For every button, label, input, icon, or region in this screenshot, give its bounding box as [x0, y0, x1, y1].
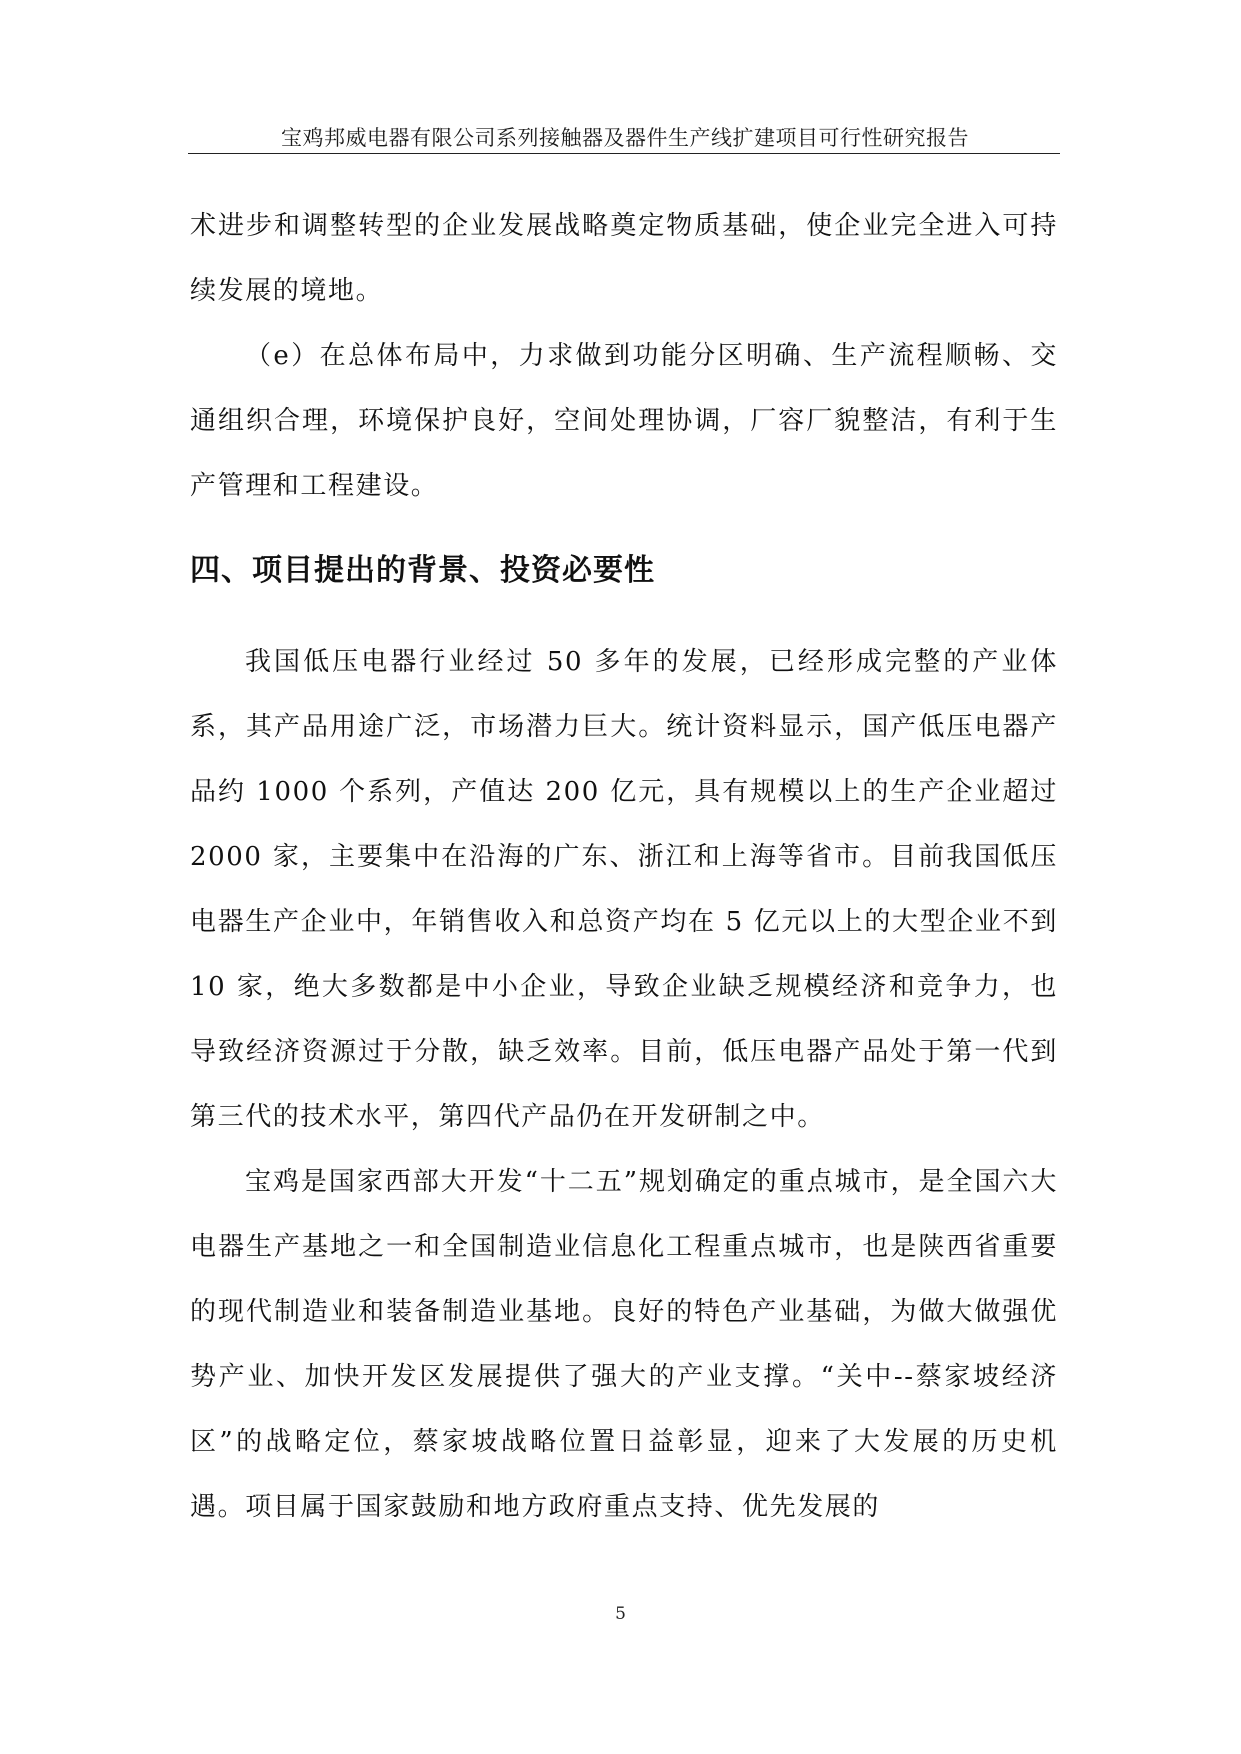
paragraph-baoji-background: 宝鸡是国家西部大开发“十二五”规划确定的重点城市，是全国六大电器生产基地之一和全国制造业信息化工程重点城市，也是陕西省重要的现代制造业和装备制造业基地。良好的特色产业基础，为做大做强优势产业、加快开发区发展提供了强大的产业支撑。“关中--蔡家坡经济区”的战略定位，蔡家坡战略位置日益彰显，迎来了大发展的历史机遇。项目属于国家鼓励和地方政府重点支持、优先发展的	[190, 1167, 1058, 1522]
section-body	[190, 630, 1058, 1540]
continued-text	[190, 194, 1058, 519]
page-number: 5	[615, 1604, 626, 1624]
paragraph-continued: 术进步和调整转型的企业发展战略奠定物质基础，使企业完全进入可持续发展的境地。	[190, 211, 1058, 306]
header-divider	[188, 153, 1060, 154]
running-header: 宝鸡邦威电器有限公司系列接触器及器件生产线扩建项目可行性研究报告	[281, 126, 969, 150]
section-heading: 四、项目提出的背景、投资必要性	[190, 553, 655, 588]
paragraph-industry-background: 我国低压电器行业经过 50 多年的发展，已经形成完整的产业体系，其产品用途广泛，市场潜力巨大。统计资料显示，国产低压电器产品约 1000 个系列，产值达 200 亿元，具有规模以上的生产企业超过 2000 家，主要集中在沿海的广东、浙江和上海等省市。目前我国低压电器生产企业中，年销售收入和总资产均在 5 亿元以上的大型企业不到 10 家，绝大多数都是中小企业，导致企业缺乏规模经济和竞争力，也导致经济资源过于分散，缺乏效率。目前，低压电器产品处于第一代到第三代的技术水平，第四代产品仍在开发研制之中。	[190, 647, 1058, 1132]
paragraph-layout-principle: （e）在总体布局中，力求做到功能分区明确、生产流程顺畅、交通组织合理，环境保护良好，空间处理协调，厂容厂貌整洁，有利于生产管理和工程建设。	[190, 341, 1058, 501]
